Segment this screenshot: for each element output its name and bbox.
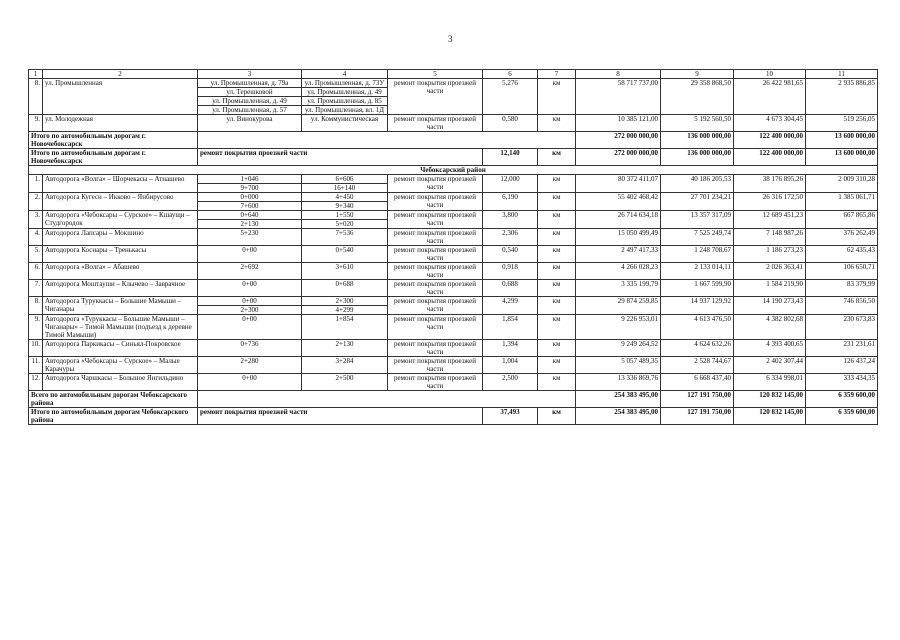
- cost-republic: 38 176 895,26: [734, 175, 806, 193]
- cost-federal: 4 624 632,26: [661, 340, 734, 357]
- work-type: ремонт покрытия проезжей части: [388, 297, 483, 315]
- segment-end: 6+606: [302, 175, 388, 184]
- unit: км: [538, 79, 576, 115]
- empty-cell: [198, 391, 576, 408]
- cost-federal: 7 525 249,74: [661, 229, 734, 246]
- segment-end: 2+300: [302, 297, 388, 306]
- work-type: ремонт покрытия проезжей части: [388, 340, 483, 357]
- unit: км: [538, 229, 576, 246]
- road-length: 0,580: [483, 115, 538, 132]
- column-number: 11: [806, 70, 878, 79]
- cost-local: 2 935 886,85: [806, 79, 878, 115]
- total-row: [29, 408, 878, 425]
- cost-federal: 2 528 744,67: [661, 357, 734, 374]
- cost-federal: 136 000 000,00: [661, 149, 734, 166]
- segment-start: ул. Винокурова: [198, 115, 302, 132]
- unit: км: [538, 280, 576, 297]
- cost-total: 26 714 634,18: [576, 211, 661, 229]
- empty-cell: [198, 132, 576, 149]
- cost-local: 333 434,35: [806, 374, 878, 391]
- cost-local: 667 865,86: [806, 211, 878, 229]
- cost-total: 29 874 259,85: [576, 297, 661, 315]
- segment-end: ул. Промышленная, вл. 1Д: [302, 106, 388, 115]
- road-name: Автодорога «Волга» – Абашево: [43, 263, 198, 280]
- road-name: Автодорога Туруккасы – Большие Мамыши – Чиганары: [43, 297, 198, 315]
- row-number: 8.: [29, 297, 43, 315]
- road-length: 2,306: [483, 229, 538, 246]
- column-number: 4: [302, 70, 388, 79]
- work-type: ремонт покрытия проезжей части: [388, 175, 483, 193]
- cost-republic: 7 148 987,26: [734, 229, 806, 246]
- work-type: ремонт покрытия проезжей части: [388, 374, 483, 391]
- road-name: Автодорога Кугеси – Икково – Янбирусово: [43, 193, 198, 211]
- cost-republic: 2 402 307,44: [734, 357, 806, 374]
- road-length: 6,190: [483, 193, 538, 211]
- total-label: Итого по автомобильным дорогам г. Новочебоксарск: [29, 132, 198, 149]
- segment-start: ул. Промышленная, д. 79а: [198, 79, 302, 88]
- table-row: [29, 357, 878, 374]
- segment-end: 0+688: [302, 280, 388, 297]
- cost-republic: 4 382 802,68: [734, 315, 806, 340]
- cost-local: 106 650,71: [806, 263, 878, 280]
- segment-start: 2+300: [198, 306, 302, 315]
- unit: км: [538, 211, 576, 229]
- cost-republic: 1 584 219,90: [734, 280, 806, 297]
- cost-total: 13 336 869,76: [576, 374, 661, 391]
- cost-local: 83 379,99: [806, 280, 878, 297]
- segment-end: 0+540: [302, 246, 388, 263]
- column-number: 8: [576, 70, 661, 79]
- work-type: ремонт покрытия проезжей части: [198, 408, 483, 425]
- cost-total: 9 226 953,01: [576, 315, 661, 340]
- cost-republic: 26 316 172,50: [734, 193, 806, 211]
- unit: км: [538, 175, 576, 193]
- cost-local: 519 256,05: [806, 115, 878, 132]
- segment-end: ул. Промышленная, д. 85: [302, 97, 388, 106]
- cost-local: 231 231,61: [806, 340, 878, 357]
- row-number: 9.: [29, 115, 43, 132]
- cost-local: 126 437,24: [806, 357, 878, 374]
- segment-start: 0+736: [198, 340, 302, 357]
- total-label: Итого по автомобильным дорогам Чебоксарского района: [29, 408, 198, 425]
- cost-republic: 14 190 273,43: [734, 297, 806, 315]
- segment-start: 5+230: [198, 229, 302, 246]
- segment-end: 4+299: [302, 306, 388, 315]
- cost-local: 2 009 310,28: [806, 175, 878, 193]
- table-row: [29, 340, 878, 357]
- segment-end: 5+020: [302, 220, 388, 229]
- row-number: 5.: [29, 246, 43, 263]
- table-row: [29, 211, 878, 220]
- table-row: [29, 246, 878, 263]
- segment-end: 1+854: [302, 315, 388, 340]
- segment-start: 0+00: [198, 315, 302, 340]
- cost-federal: 2 133 014,11: [661, 263, 734, 280]
- road-name: Автодорога Чаршкасы – Большое Янгильдино: [43, 374, 198, 391]
- cost-total: 5 057 489,35: [576, 357, 661, 374]
- road-name: Автодорога «Туруккасы – Большие Мамыши – Чиганары» – Тимой Мамыши (подъезд к деревне Тимой Мамыши): [43, 315, 198, 340]
- segment-start: ул. Промышленная, д. 57: [198, 106, 302, 115]
- work-type: ремонт покрытия проезжей части: [388, 79, 483, 115]
- segment-end: 2+130: [302, 340, 388, 357]
- cost-local: 746 856,50: [806, 297, 878, 315]
- cost-total: 2 497 417,33: [576, 246, 661, 263]
- work-type: ремонт покрытия проезжей части: [388, 193, 483, 211]
- cost-republic: 4 393 400,65: [734, 340, 806, 357]
- unit: км: [538, 263, 576, 280]
- work-type: ремонт покрытия проезжей части: [388, 263, 483, 280]
- road-length: 1,854: [483, 315, 538, 340]
- segment-end: 7+536: [302, 229, 388, 246]
- unit: км: [538, 149, 576, 166]
- cost-federal: 5 192 560,50: [661, 115, 734, 132]
- cost-republic: 122 400 000,00: [734, 149, 806, 166]
- segment-end: 4+450: [302, 193, 388, 202]
- cost-local: 376 262,49: [806, 229, 878, 246]
- row-number: 10.: [29, 340, 43, 357]
- unit: км: [538, 246, 576, 263]
- road-name: Автодорога Паркикасы – Синьял-Покровское: [43, 340, 198, 357]
- segment-start: 9+700: [198, 184, 302, 193]
- work-type: ремонт покрытия проезжей части: [388, 229, 483, 246]
- row-number: 11.: [29, 357, 43, 374]
- cost-republic: 122 400 000,00: [734, 132, 806, 149]
- cost-local: 6 359 600,00: [806, 408, 878, 425]
- cost-total: 58 717 737,00: [576, 79, 661, 115]
- column-number: 9: [661, 70, 734, 79]
- segment-end: 16+140: [302, 184, 388, 193]
- unit: км: [538, 115, 576, 132]
- cost-federal: 13 357 317,09: [661, 211, 734, 229]
- road-name: Автодорога Лапсары – Мокшино: [43, 229, 198, 246]
- cost-total: 4 266 028,23: [576, 263, 661, 280]
- table-row: [29, 175, 878, 184]
- cost-federal: 1 667 599,90: [661, 280, 734, 297]
- table-row: [29, 115, 878, 132]
- unit: км: [538, 357, 576, 374]
- column-number: 5: [388, 70, 483, 79]
- row-number: 6.: [29, 263, 43, 280]
- segment-start: 2+280: [198, 357, 302, 374]
- segment-end: 3+610: [302, 263, 388, 280]
- road-length: 4,299: [483, 297, 538, 315]
- cost-republic: 26 422 981,65: [734, 79, 806, 115]
- page-number: 3: [448, 34, 453, 44]
- work-type: ремонт покрытия проезжей части: [388, 115, 483, 132]
- column-number: 1: [29, 70, 43, 79]
- road-length: 1,004: [483, 357, 538, 374]
- total-row: [29, 149, 878, 166]
- unit: км: [538, 315, 576, 340]
- road-name: Автодорога Моштауши – Клычево – Заврачное: [43, 280, 198, 297]
- segment-end: 2+500: [302, 374, 388, 391]
- cost-federal: 127 191 750,00: [661, 391, 734, 408]
- cost-local: 230 673,83: [806, 315, 878, 340]
- road-length: 2,500: [483, 374, 538, 391]
- work-type: ремонт покрытия проезжей части: [198, 149, 483, 166]
- row-number: 3.: [29, 211, 43, 229]
- unit: км: [538, 193, 576, 211]
- column-number: 2: [43, 70, 198, 79]
- road-name: Автодорога «Волга» – Шорчекасы – Атнашево: [43, 175, 198, 193]
- total-row: [29, 132, 878, 149]
- cost-local: 62 435,43: [806, 246, 878, 263]
- work-type: ремонт покрытия проезжей части: [388, 280, 483, 297]
- column-number-row: [29, 70, 878, 79]
- cost-total: 254 383 495,00: [576, 391, 661, 408]
- segment-start: 0+00: [198, 280, 302, 297]
- row-number: 7.: [29, 280, 43, 297]
- cost-republic: 6 334 998,01: [734, 374, 806, 391]
- cost-federal: 127 191 750,00: [661, 408, 734, 425]
- road-length: 12,000: [483, 175, 538, 193]
- road-name: ул. Промышленная: [43, 79, 198, 115]
- work-type: ремонт покрытия проезжей части: [388, 357, 483, 374]
- cost-total: 15 050 499,49: [576, 229, 661, 246]
- table-row: [29, 280, 878, 297]
- road-length: 3,800: [483, 211, 538, 229]
- road-name: Автодорога «Чебоксары – Сурское» – Кшаущи – Студгородок: [43, 211, 198, 229]
- segment-start: 0+00: [198, 374, 302, 391]
- road-length: 0,688: [483, 280, 538, 297]
- cost-total: 254 383 495,00: [576, 408, 661, 425]
- total-row: [29, 391, 878, 408]
- road-length: 5,276: [483, 79, 538, 115]
- cost-federal: 14 937 129,92: [661, 297, 734, 315]
- road-name: Автодорога «Чебоксары – Сурское» – Малые Карачуры: [43, 357, 198, 374]
- road-name: ул. Молодежная: [43, 115, 198, 132]
- road-length: 1,394: [483, 340, 538, 357]
- cost-federal: 136 000 000,00: [661, 132, 734, 149]
- column-number: 3: [198, 70, 302, 79]
- table-row: [29, 229, 878, 246]
- cost-local: 13 600 000,00: [806, 149, 878, 166]
- segment-end: ул. Промышленная, д. 49: [302, 88, 388, 97]
- segment-end: ул. Коммунистическая: [302, 115, 388, 132]
- roads-table: [28, 69, 878, 425]
- segment-start: 0+00: [198, 297, 302, 306]
- cost-federal: 4 613 476,50: [661, 315, 734, 340]
- cost-republic: 2 026 363,41: [734, 263, 806, 280]
- segment-start: 1+046: [198, 175, 302, 184]
- road-name: Автодорога Коснары – Тренькасы: [43, 246, 198, 263]
- cost-local: 13 600 000,00: [806, 132, 878, 149]
- road-length: 12,140: [483, 149, 538, 166]
- cost-total: 55 402 468,42: [576, 193, 661, 211]
- row-number: 12.: [29, 374, 43, 391]
- segment-end: ул. Промышленная, д. 73У: [302, 79, 388, 88]
- work-type: ремонт покрытия проезжей части: [388, 246, 483, 263]
- segment-start: 2+130: [198, 220, 302, 229]
- unit: км: [538, 297, 576, 315]
- table-row: [29, 263, 878, 280]
- section-row: [29, 166, 878, 175]
- unit: км: [538, 374, 576, 391]
- segment-end: 9+340: [302, 202, 388, 211]
- road-length: 37,493: [483, 408, 538, 425]
- cost-total: 3 335 199,79: [576, 280, 661, 297]
- total-label: Итого по автомобильным дорогам г. Новочебоксарск: [29, 149, 198, 166]
- segment-start: ул. Промышленная, д. 49: [198, 97, 302, 106]
- road-length: 0,540: [483, 246, 538, 263]
- table-row: [29, 193, 878, 202]
- cost-local: 1 385 061,71: [806, 193, 878, 211]
- table-row: [29, 297, 878, 306]
- row-number: 4.: [29, 229, 43, 246]
- cost-total: 272 000 000,00: [576, 132, 661, 149]
- segment-start: 0+000: [198, 193, 302, 202]
- cost-total: 80 372 411,07: [576, 175, 661, 193]
- cost-federal: 27 701 234,21: [661, 193, 734, 211]
- cost-federal: 40 186 205,53: [661, 175, 734, 193]
- cost-federal: 1 248 708,67: [661, 246, 734, 263]
- segment-start: 0+640: [198, 211, 302, 220]
- segment-start: 7+600: [198, 202, 302, 211]
- work-type: ремонт покрытия проезжей части: [388, 211, 483, 229]
- unit: км: [538, 408, 576, 425]
- segment-start: 2+692: [198, 263, 302, 280]
- cost-republic: 1 186 273,23: [734, 246, 806, 263]
- column-number: 10: [734, 70, 806, 79]
- total-label: Всего по автомобильным дорогам Чебоксарского района: [29, 391, 198, 408]
- cost-republic: 4 673 304,45: [734, 115, 806, 132]
- row-number: 1.: [29, 175, 43, 193]
- segment-start: ул. Терешковой: [198, 88, 302, 97]
- table-body: [29, 70, 878, 425]
- segment-start: 0+00: [198, 246, 302, 263]
- row-number: 9.: [29, 315, 43, 340]
- segment-end: 3+284: [302, 357, 388, 374]
- work-type: ремонт покрытия проезжей части: [388, 315, 483, 340]
- column-number: 7: [538, 70, 576, 79]
- table-row: [29, 374, 878, 391]
- cost-local: 6 359 600,00: [806, 391, 878, 408]
- row-number: 2.: [29, 193, 43, 211]
- table-row: [29, 79, 878, 88]
- cost-republic: 12 689 451,23: [734, 211, 806, 229]
- column-number: 6: [483, 70, 538, 79]
- cost-republic: 120 832 145,00: [734, 391, 806, 408]
- road-length: 0,918: [483, 263, 538, 280]
- cost-federal: 29 358 868,50: [661, 79, 734, 115]
- cost-republic: 120 832 145,00: [734, 408, 806, 425]
- cost-total: 10 385 121,00: [576, 115, 661, 132]
- table-row: [29, 315, 878, 340]
- cost-federal: 6 668 437,40: [661, 374, 734, 391]
- segment-end: 1+550: [302, 211, 388, 220]
- unit: км: [538, 340, 576, 357]
- section-title: Чебоксарский район: [29, 166, 878, 175]
- cost-total: 272 000 000,00: [576, 149, 661, 166]
- row-number: 8.: [29, 79, 43, 115]
- cost-total: 9 249 264,52: [576, 340, 661, 357]
